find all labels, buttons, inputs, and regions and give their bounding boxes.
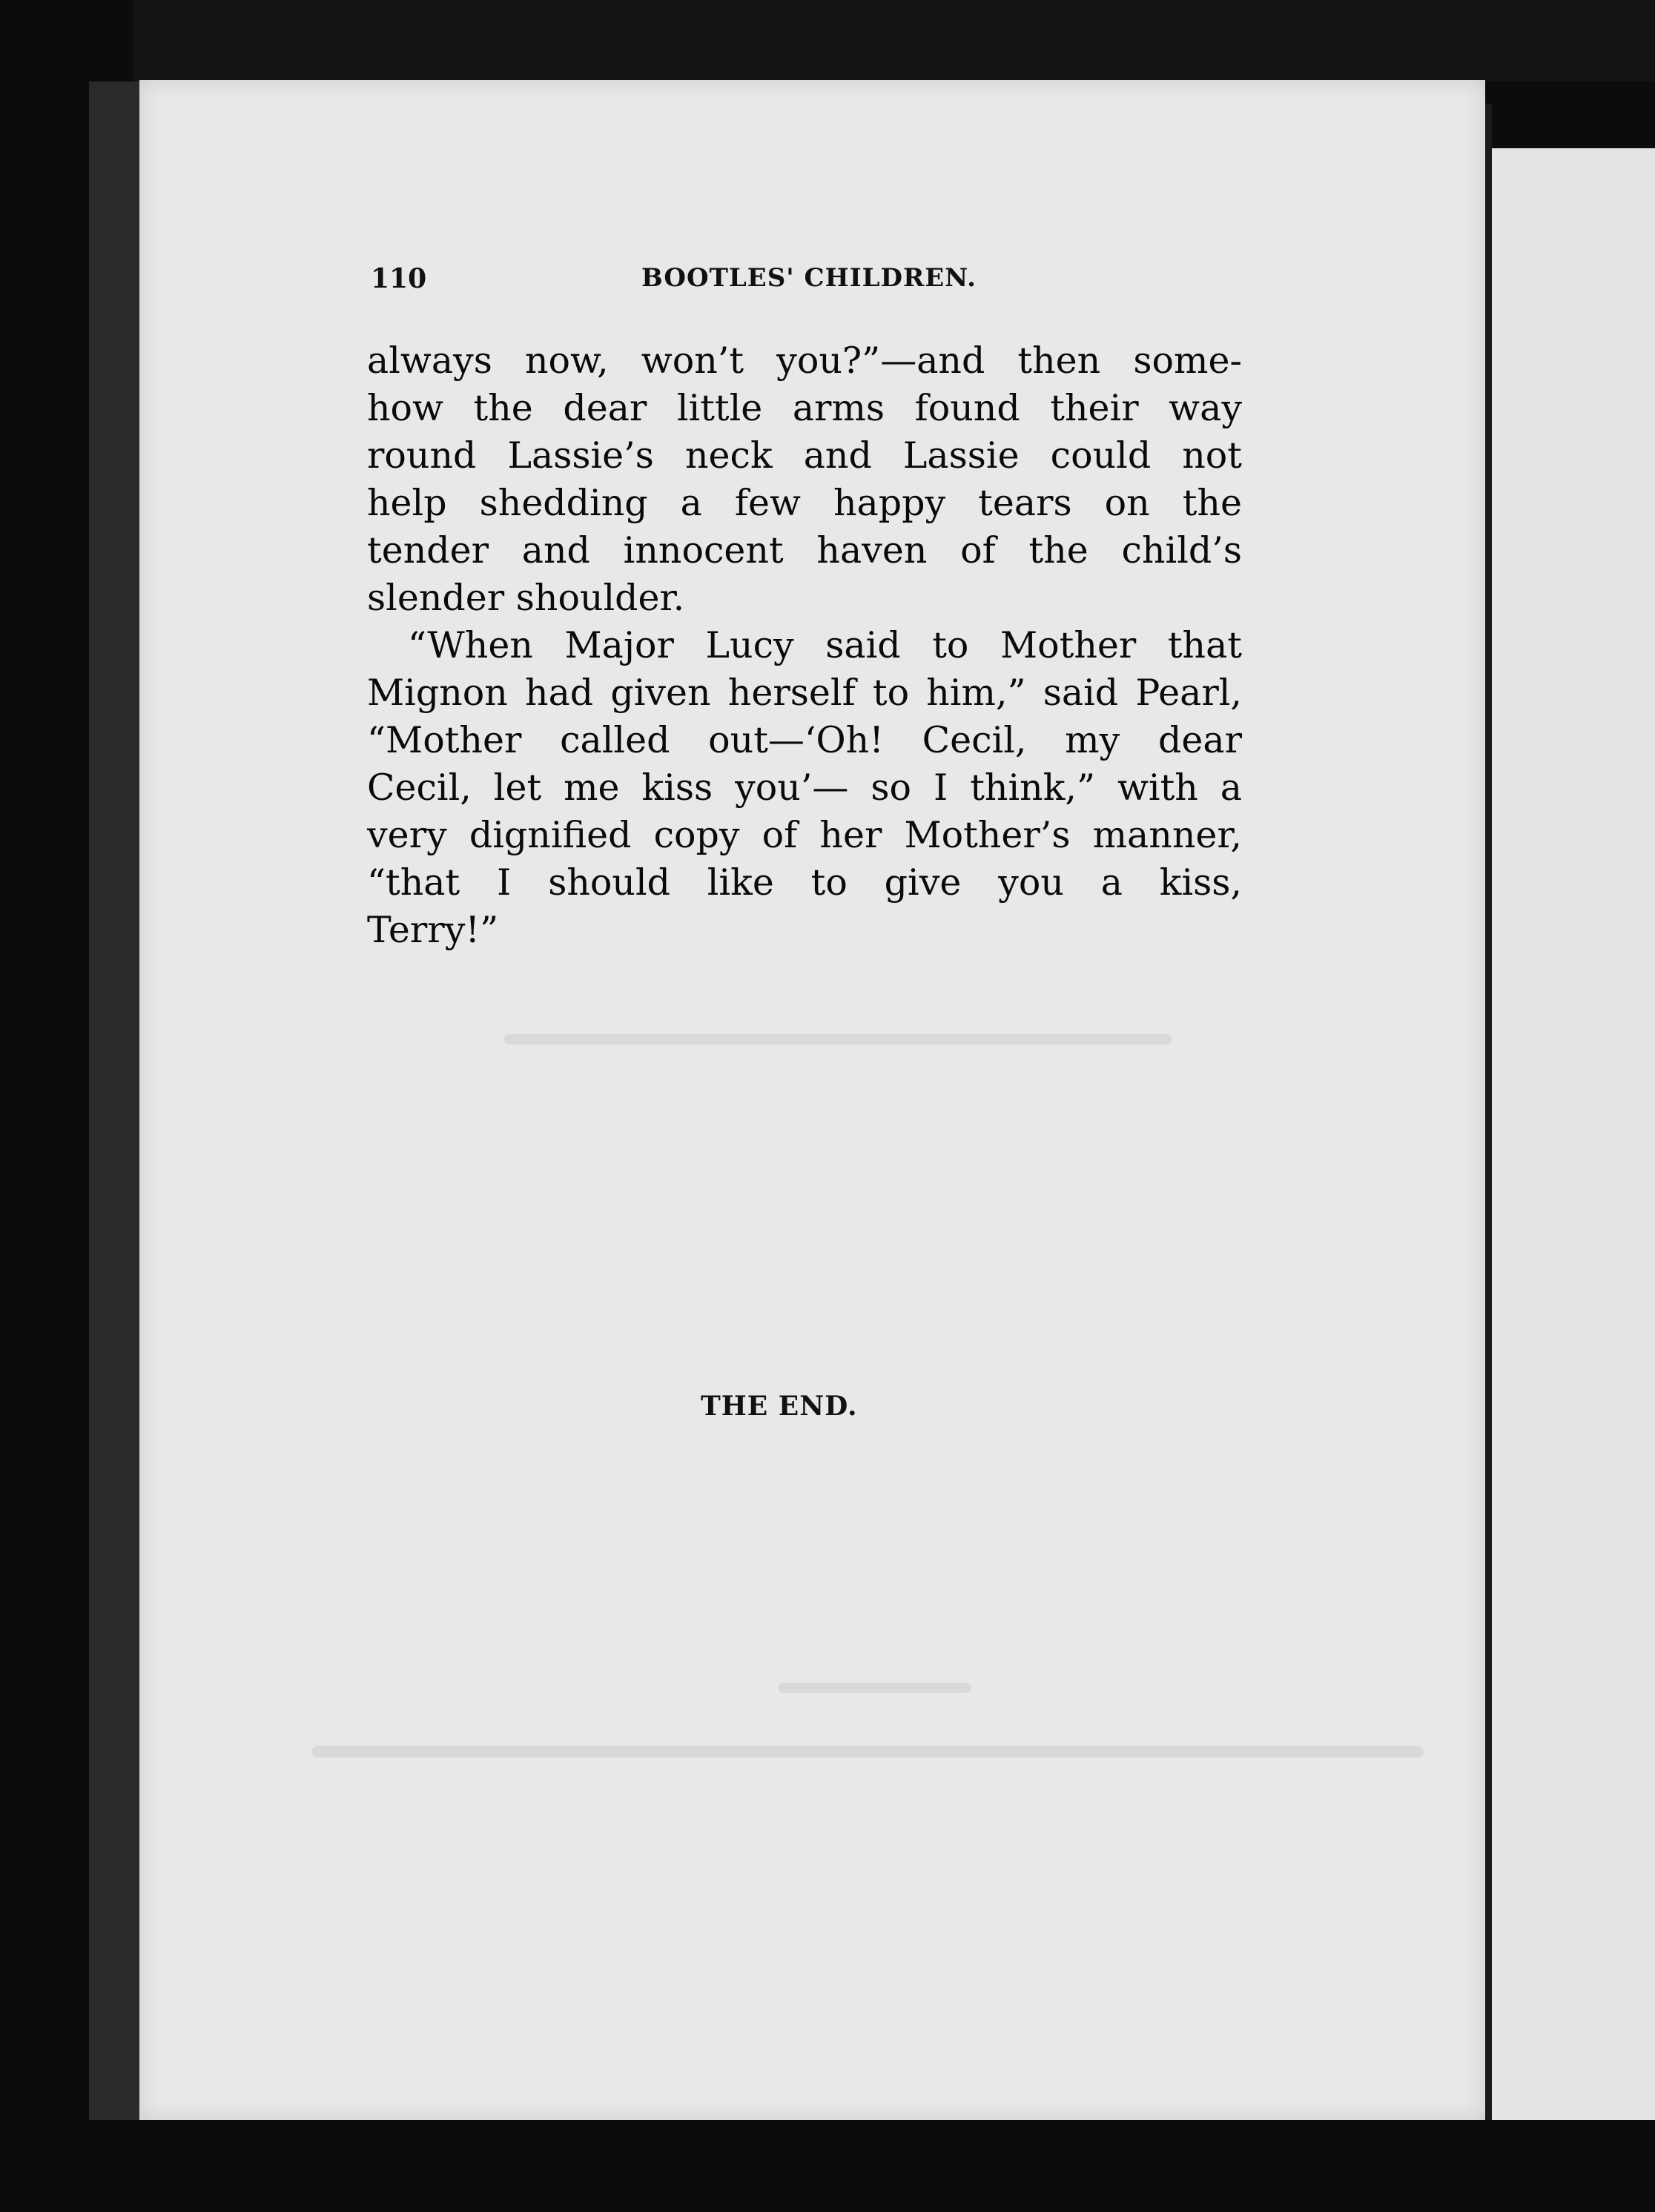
- text-line: how the dear little arms found their way: [367, 387, 1242, 429]
- page-header: [371, 263, 1238, 308]
- page-number: 110: [371, 263, 427, 294]
- text-line: “Mother called out—‘Oh! Cecil, my dear: [367, 719, 1242, 761]
- text-line: slender shoulder.: [367, 577, 685, 619]
- text-line: very dignified copy of her Mother’s manner,: [367, 814, 1242, 856]
- text-line: tender and innocent haven of the child’s: [367, 529, 1242, 572]
- text-line: help shedding a few happy tears on the: [367, 482, 1242, 524]
- scan-bottom-edge: [0, 2120, 1655, 2212]
- text-line: Terry!”: [367, 909, 499, 951]
- text-line: Cecil, let me kiss you’— so I think,” with a: [367, 766, 1242, 809]
- the-end-label: THE END.: [701, 1391, 858, 1422]
- book-gutter: [1485, 104, 1492, 2120]
- show-through-blur-2: [779, 1683, 971, 1693]
- text-line: always now, won’t you?”—and then some-: [367, 340, 1242, 382]
- body-text: [367, 337, 1242, 954]
- text-line: “When Major Lucy said to Mother that: [408, 624, 1242, 666]
- facing-page-edge: [1492, 148, 1655, 2135]
- book-left-edge: [89, 82, 141, 2120]
- show-through-blur-1: [504, 1034, 1172, 1044]
- text-line: Mignon had given herself to him,” said Pearl,: [367, 672, 1242, 714]
- scan-top-edge: [133, 0, 1655, 82]
- text-line: “that I should like to give you a kiss,: [367, 861, 1242, 904]
- show-through-blur-3: [311, 1746, 1424, 1758]
- text-line: round Lassie’s neck and Lassie could not: [367, 434, 1242, 477]
- running-head: BOOTLES' CHILDREN.: [641, 263, 977, 293]
